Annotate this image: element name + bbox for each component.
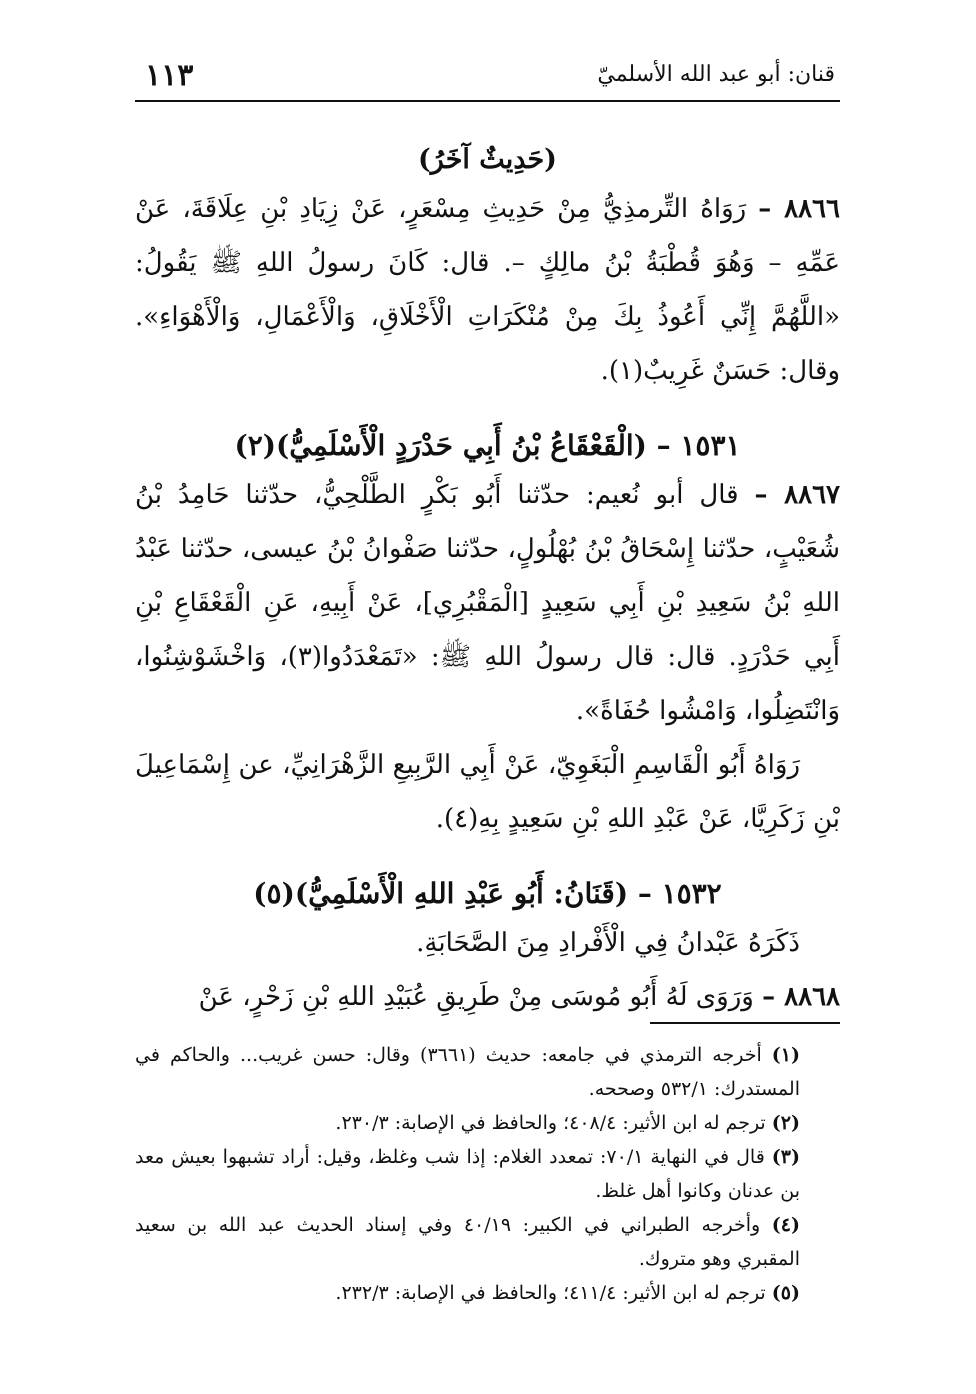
biography-heading-1531: ١٥٣١ – (الْقَعْقَاعُ بْنُ أَبِي حَدْرَدٍ الْأَسْلَمِيُّ)(٢) — [234, 429, 741, 462]
narration-paragraph: ذَكَرَهُ عَبْدانُ فِي الْأَفْرادِ مِنَ الصَّحَابَةِ. — [416, 928, 800, 958]
footnote-5 — [135, 1276, 840, 1310]
biography-heading-1532: ١٥٣٢ – (قَنَانُ: أَبُو عَبْدِ اللهِ الْأَسْلَمِيُّ)(٥) — [253, 877, 722, 910]
running-title: قنان: أبو عبد الله الأسلميّ — [597, 62, 835, 87]
footnote-text: ترجم له ابن الأثير: ٤٠٨/٤؛ والحافظ في الإصابة: ٢٣٠/٣. — [335, 1112, 766, 1134]
footnote-1 — [135, 1038, 840, 1106]
footnotes — [135, 1022, 840, 1310]
main-text — [135, 138, 840, 1024]
section-heading-hadith-akhar: (حَدِيثٌ آخَرُ) — [418, 144, 557, 175]
footnote-number: (٥) — [771, 1282, 800, 1304]
hadith-8867 — [135, 468, 840, 738]
narration-paragraph: رَوَاهُ أَبُو الْقَاسِمِ الْبَغَوِيّ، عَنْ أَبِي الرَّبِيعِ الزَّهْرَانِيِّ، عن إِسْمَاعِيلَ بْنِ زَكَرِيَّا، عَنْ عَبْدِ اللهِ بْنِ سَعِيدٍ بِهِ(٤). — [135, 750, 840, 834]
hadith-text: قال أبو نُعيم: حدّثنا أَبُو بَكْرٍ الطَّلْحِيُّ، حدّثنا حَامِدُ بْنُ شُعَيْبٍ، حدّثنا إِسْحَاقُ بْنُ بُهْلُولٍ، حدّثنا صَفْوانُ بْنُ عيسى، حدّثنا عَبْدُ اللهِ بْنُ سَعِيدِ بْنِ أَبِي سَعِيدٍ [الْمَقْبُرِي]، عَنْ أَبِيهِ، عَنِ الْقَعْقَاعِ بْنِ أَبِي حَدْرَدٍ. قال: قال رسولُ اللهِ ﷺ: «تَمَعْدَدُوا(٣)، وَاخْشَوْشِنُوا، وَانْتَضِلُوا، وَامْشُوا حُفَاةً». — [135, 480, 840, 726]
footnote-number: (٢) — [771, 1112, 800, 1134]
footnote-2 — [135, 1106, 840, 1140]
footnote-text: وأخرجه الطبراني في الكبير: ٤٠/١٩ وفي إسناد الحديث عبد الله بن سعيد المقبري وهو متروك. — [135, 1214, 800, 1270]
page-header — [135, 52, 840, 102]
page-number: ١١٣ — [145, 58, 194, 93]
footnote-text: أخرجه الترمذي في جامعه: حديث (٣٦٦١) وقال: حسن غريب... والحاكم في المستدرك: ٥٣٢/١ وصححه. — [135, 1044, 800, 1100]
footnote-3 — [135, 1140, 840, 1208]
footnote-number: (٤) — [771, 1214, 800, 1236]
hadith-number: ٨٨٦٧ – — [754, 480, 840, 510]
hadith-text: وَرَوَى لَهُ أَبُو مُوسَى مِنْ طَرِيقِ عُبَيْدِ اللهِ بْنِ زَحْرٍ، عَنْ — [198, 982, 754, 1012]
footnote-text: قال في النهاية ٧٠/١: تمعدد الغلام: إذا شب وغلظ، وقيل: أراد تشبهوا بعيش معد بن عدنان وكانوا أهل غلظ. — [135, 1146, 800, 1202]
footnote-4 — [135, 1208, 840, 1276]
footnote-number: (١) — [771, 1044, 800, 1066]
hadith-8868 — [135, 970, 840, 1024]
hadith-number: ٨٨٦٦ – — [758, 194, 840, 224]
hadith-text: رَوَاهُ التِّرمذِيُّ مِنْ حَدِيثِ مِسْعَرٍ، عَنْ زِيَادِ بْنِ عِلَاقَةَ، عَنْ عَمِّهِ – وَهُوَ قُطْبَةُ بْنُ مالِكٍ –. قال: كَانَ رسولُ اللهِ ﷺ يَقُولُ: «اللَّهُمَّ إِنِّي أَعُوذُ بِكَ مِنْ مُنْكَرَاتِ الْأَخْلَاقِ، وَالْأَعْمَالِ، وَالْأَهْوَاءِ». وقال: حَسَنٌ غَرِيبٌ(١). — [135, 194, 840, 386]
footnote-text: ترجم له ابن الأثير: ٤١١/٤؛ والحافظ في الإصابة: ٢٣٢/٣. — [335, 1282, 766, 1304]
hadith-8866 — [135, 182, 840, 398]
footnote-divider — [650, 1022, 840, 1024]
footnote-number: (٣) — [771, 1146, 800, 1168]
hadith-number: ٨٨٦٨ – — [762, 982, 840, 1012]
